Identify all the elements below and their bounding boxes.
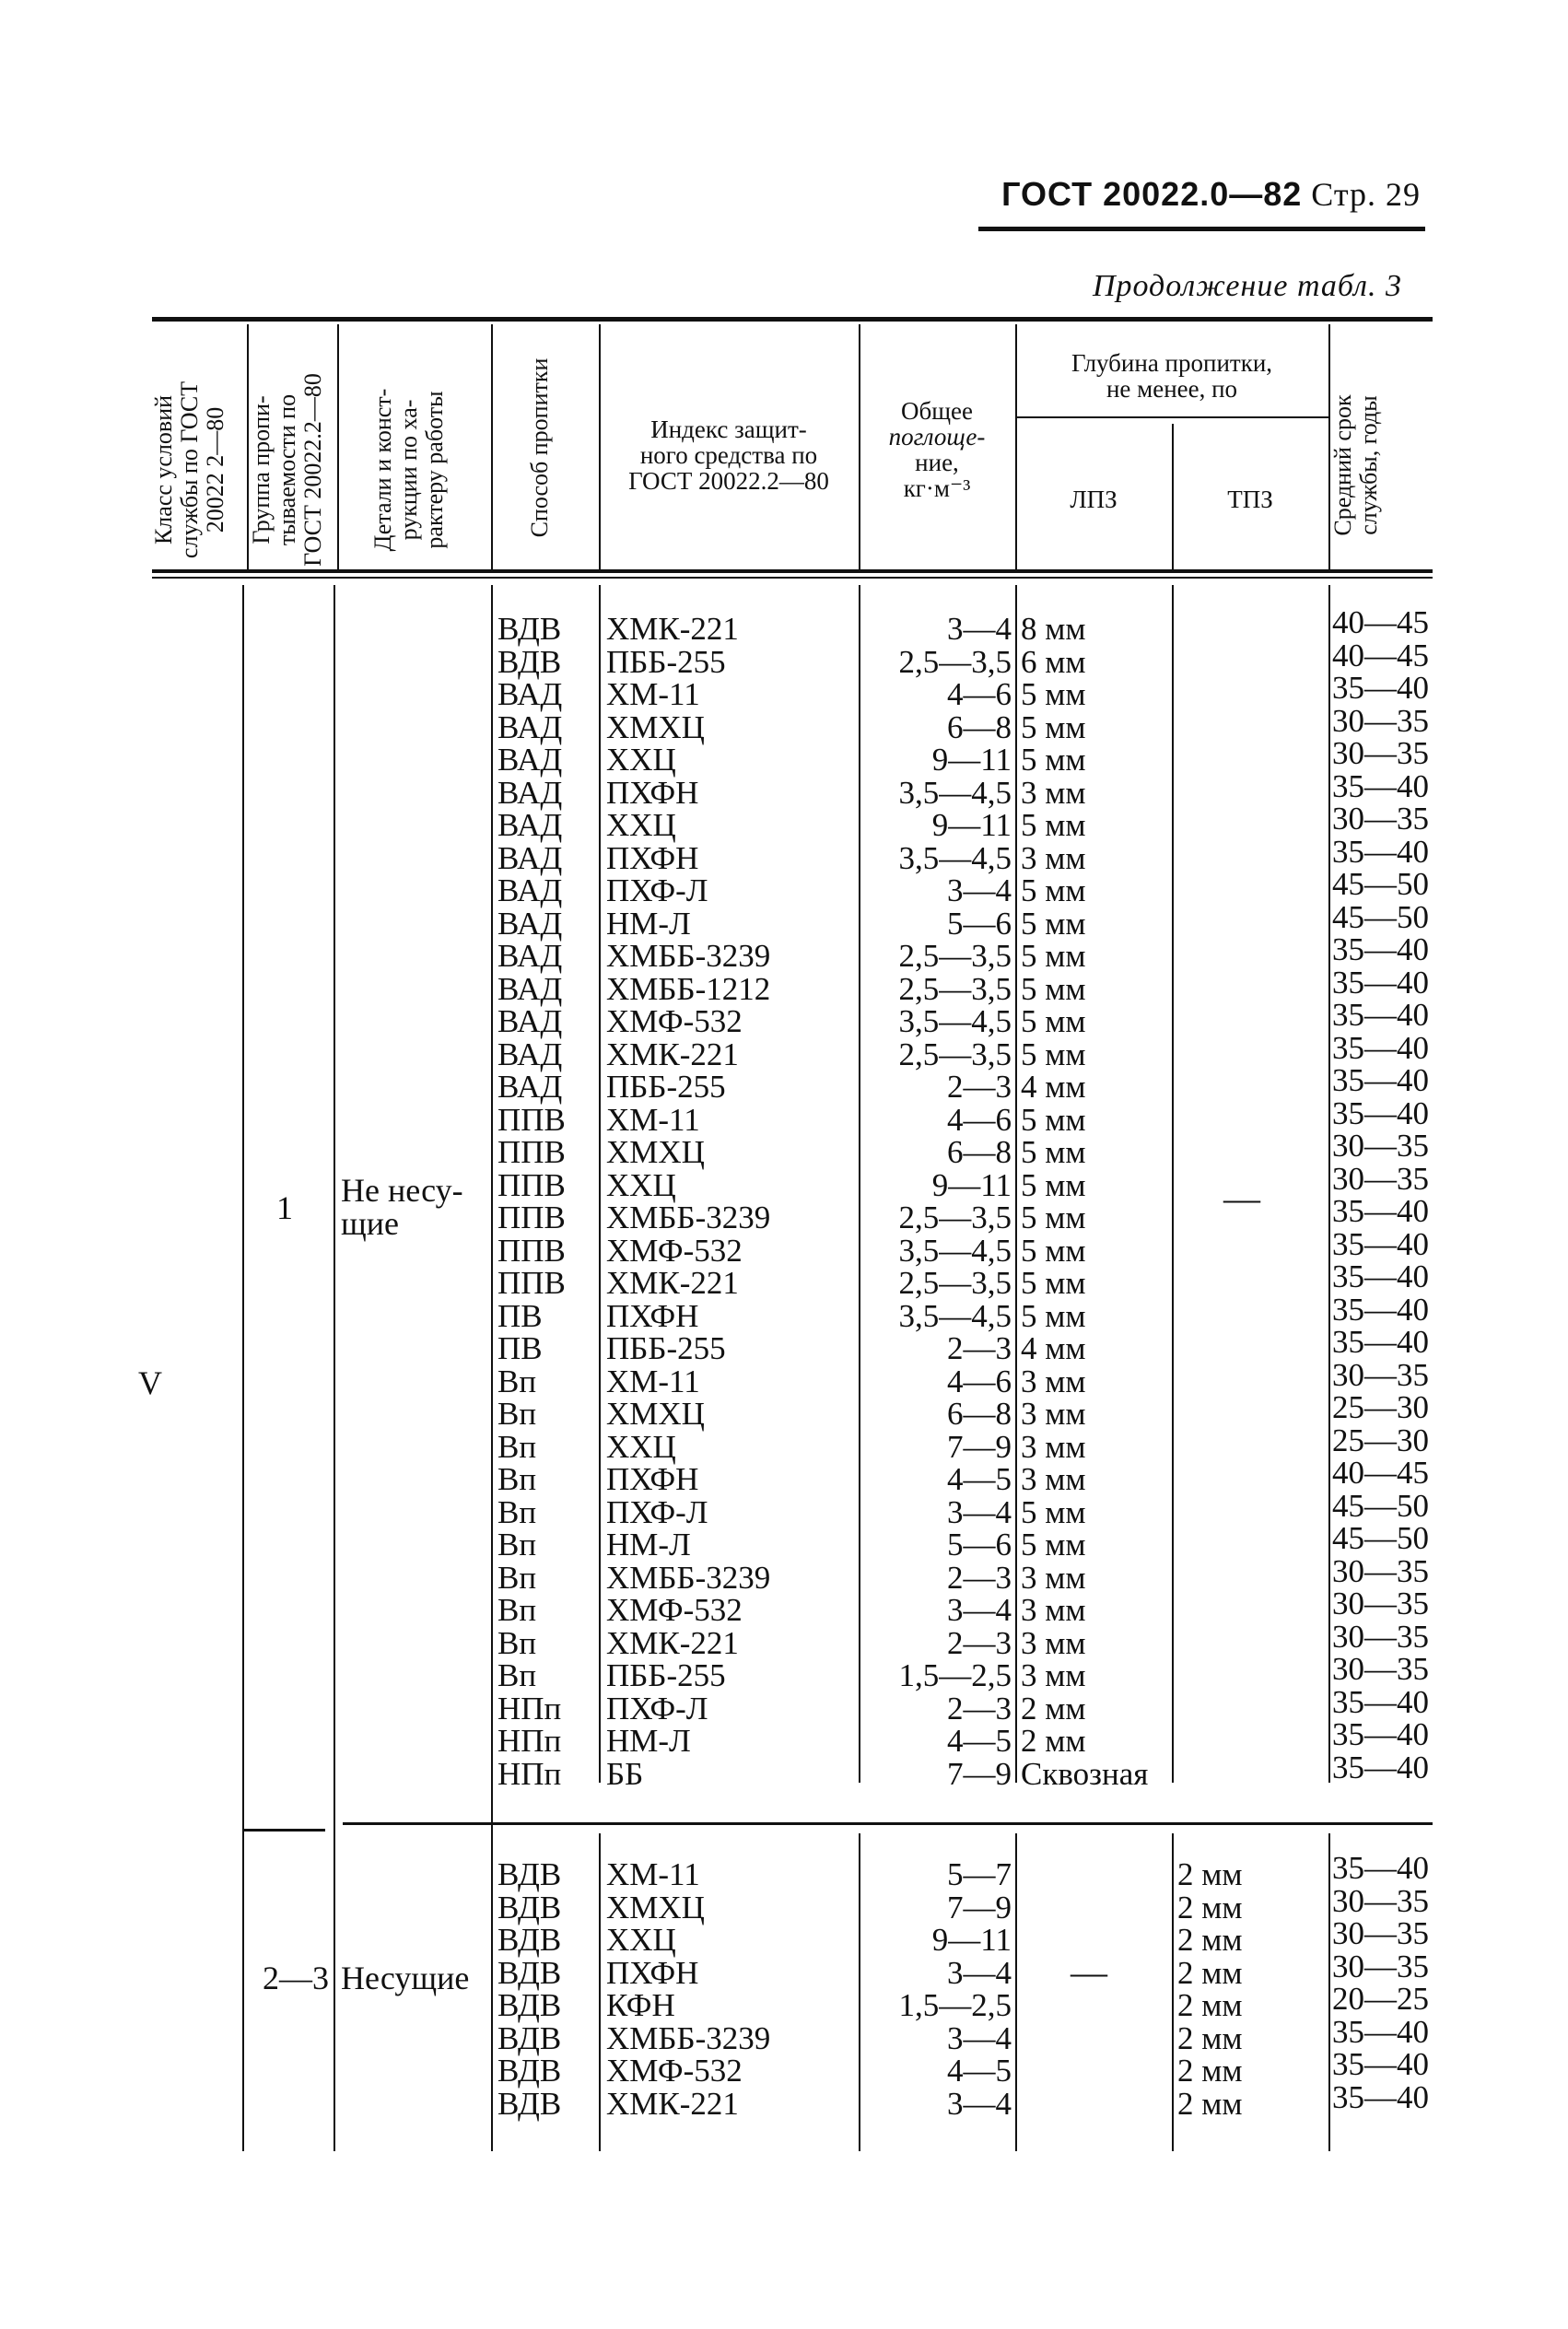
section2-lpz: — bbox=[1071, 1951, 1107, 1993]
section1-service-cell: 35—40 bbox=[1332, 833, 1429, 870]
section2-index-cell: ХМФ-532 bbox=[606, 2053, 743, 2089]
section1-method-cell: ВАД bbox=[497, 676, 563, 712]
section1-absorption-cell: 3,5—4,5 bbox=[898, 839, 1012, 876]
header-lpz: ЛПЗ bbox=[1070, 486, 1117, 513]
section1-method-cell: ВАД bbox=[497, 742, 563, 778]
section1-absorption-cell: 4—5 bbox=[947, 1461, 1012, 1497]
col-divider bbox=[491, 585, 493, 2151]
section1-service-cell: 30—35 bbox=[1332, 1128, 1429, 1164]
section2-method-cell: ВДВ bbox=[497, 1987, 562, 2023]
section1-method-cell: ВАД bbox=[497, 1003, 563, 1039]
section1-lpz-cell: 2 мм bbox=[1021, 1723, 1086, 1759]
section1-index-cell: ПХФН bbox=[606, 839, 699, 876]
section1-index-cell: ХХЦ bbox=[606, 1166, 676, 1203]
section1-lpz-cell: 5 мм bbox=[1021, 1134, 1086, 1170]
section1-absorption-cell: 9—11 bbox=[931, 1166, 1012, 1203]
section1-absorption-cell: 7—9 bbox=[947, 1755, 1012, 1792]
section1-lpz-cell: 5 мм bbox=[1021, 938, 1086, 974]
section1-lpz-cell: Сквозная bbox=[1021, 1755, 1149, 1792]
section1-service-cell: 45—50 bbox=[1332, 1520, 1429, 1556]
section1-lpz-cell: 8 мм bbox=[1021, 611, 1086, 647]
section1-index-col bbox=[606, 613, 855, 1790]
section1-absorption-cell: 2—3 bbox=[947, 1069, 1012, 1105]
section1-tpz: — bbox=[1223, 1177, 1260, 1219]
section1-service-cell: 30—35 bbox=[1332, 1586, 1429, 1621]
section2-index-cell: ХМК-221 bbox=[606, 2085, 739, 2122]
section1-service-cell: 35—40 bbox=[1332, 1225, 1429, 1262]
section1-absorption-cell: 7—9 bbox=[947, 1428, 1012, 1465]
section1-lpz-cell: 5 мм bbox=[1021, 1527, 1086, 1562]
section1-method-cell: Вп bbox=[497, 1461, 537, 1497]
section2-absorption-cell: 9—11 bbox=[931, 1922, 1012, 1958]
section1-absorption-cell: 3—4 bbox=[947, 872, 1012, 908]
col-divider bbox=[599, 1833, 601, 2151]
section1-index-cell: ХХЦ bbox=[606, 807, 676, 843]
section1-lpz-cell: 3 мм bbox=[1021, 1428, 1086, 1465]
section1-absorption-cell: 3—4 bbox=[947, 1493, 1012, 1530]
section1-service-cell: 35—40 bbox=[1332, 1062, 1429, 1098]
section1-absorption-cell: 2—3 bbox=[947, 1690, 1012, 1726]
section1-service-col bbox=[1332, 606, 1433, 1784]
section1-index-cell: ХМ-11 bbox=[606, 1363, 700, 1399]
section2-index-cell: КФН bbox=[606, 1987, 675, 2023]
section1-lpz-cell: 5 мм bbox=[1021, 708, 1086, 745]
section1-lpz-cell: 5 мм bbox=[1021, 1166, 1086, 1203]
section1-method-cell: Вп bbox=[497, 1624, 537, 1661]
section1-service-cell: 35—40 bbox=[1332, 1749, 1429, 1785]
section1-lpz-cell: 5 мм bbox=[1021, 1036, 1086, 1072]
section1-method-cell: ВДВ bbox=[497, 643, 562, 680]
section1-method-cell: ВАД bbox=[497, 1036, 563, 1072]
document-header bbox=[1001, 175, 1421, 214]
section1-index-cell: ХМХЦ bbox=[606, 708, 705, 745]
section1-index-cell: ХМК-221 bbox=[606, 611, 739, 647]
section1-lpz-cell: 5 мм bbox=[1021, 1232, 1086, 1269]
section1-index-cell: ПХФ-Л bbox=[606, 1690, 708, 1726]
table-top-rule bbox=[152, 317, 1433, 322]
section1-index-cell: ХМФ-532 bbox=[606, 1232, 743, 1269]
section1-service-cell: 35—40 bbox=[1332, 964, 1429, 1001]
section1-lpz-cell: 5 мм bbox=[1021, 1101, 1086, 1138]
section2-method-cell: ВДВ bbox=[497, 1922, 562, 1958]
section1-service-cell: 25—30 bbox=[1332, 1389, 1429, 1425]
section1-lpz-cell: 4 мм bbox=[1021, 1069, 1086, 1105]
section1-lpz-cell: 5 мм bbox=[1021, 742, 1086, 778]
col-divider bbox=[337, 324, 339, 569]
section1-method-cell: НПп bbox=[497, 1723, 562, 1759]
header-depth: Глубина пропитки, не менее, по bbox=[1071, 349, 1273, 403]
section1-lpz-cell: 4 мм bbox=[1021, 1330, 1086, 1366]
col-divider bbox=[1328, 1833, 1330, 2151]
section2-parts: Несущие bbox=[341, 1960, 470, 1996]
header-service-life: Средний срок службы, годы bbox=[1329, 394, 1382, 536]
section2-tpz-cell: 2 мм bbox=[1177, 1922, 1243, 1958]
section1-service-cell: 35—40 bbox=[1332, 1029, 1429, 1066]
section1-lpz-cell: 5 мм bbox=[1021, 807, 1086, 843]
section2-method-cell: ВДВ bbox=[497, 1954, 562, 1991]
section1-absorption-col bbox=[859, 613, 1012, 1790]
section1-index-cell: ПББ-255 bbox=[606, 643, 726, 680]
section1-index-cell: ХМХЦ bbox=[606, 1134, 705, 1170]
section1-index-cell: ХМК-221 bbox=[606, 1265, 739, 1301]
section1-lpz-cell: 3 мм bbox=[1021, 1592, 1086, 1628]
col-divider bbox=[333, 585, 335, 2151]
section2-index-cell: ХХЦ bbox=[606, 1922, 676, 1958]
section1-service-cell: 35—40 bbox=[1332, 1683, 1429, 1720]
section1-method-cell: ППВ bbox=[497, 1265, 566, 1301]
section2-tpz-cell: 2 мм bbox=[1177, 2019, 1243, 2056]
section1-service-cell: 30—35 bbox=[1332, 1552, 1429, 1589]
section1-service-cell: 40—45 bbox=[1332, 637, 1429, 673]
section2-tpz-cell: 2 мм bbox=[1177, 1954, 1243, 1991]
section1-absorption-cell: 3,5—4,5 bbox=[898, 1297, 1012, 1334]
section1-index-cell: ХМББ-3239 bbox=[606, 1200, 771, 1235]
section1-method-col bbox=[497, 613, 597, 1790]
section1-method-cell: ВАД bbox=[497, 774, 563, 811]
header-bottom-rule bbox=[152, 569, 1433, 573]
section1-index-cell: НМ-Л bbox=[606, 1723, 691, 1759]
section2-group: 2—3 bbox=[263, 1960, 329, 1996]
section1-lpz-cell: 5 мм bbox=[1021, 1200, 1086, 1235]
section1-method-cell: НПп bbox=[497, 1755, 562, 1792]
section2-service-cell: 35—40 bbox=[1332, 2013, 1429, 2050]
section1-group: 1 bbox=[276, 1189, 293, 1226]
section2-service-cell: 35—40 bbox=[1332, 2046, 1429, 2082]
section1-method-cell: Вп bbox=[497, 1527, 537, 1562]
header-bottom-rule-2 bbox=[152, 577, 1433, 579]
section2-method-cell: ВДВ bbox=[497, 2019, 562, 2056]
section1-service-cell: 35—40 bbox=[1332, 1324, 1429, 1360]
section2-tpz-cell: 2 мм bbox=[1177, 2053, 1243, 2089]
section1-service-cell: 35—40 bbox=[1332, 931, 1429, 967]
section1-index-cell: НМ-Л bbox=[606, 905, 691, 942]
section1-service-cell: 30—35 bbox=[1332, 801, 1429, 837]
section1-lpz-cell: 5 мм bbox=[1021, 676, 1086, 712]
section1-method-cell: Вп bbox=[497, 1592, 537, 1628]
section2-absorption-cell: 7—9 bbox=[947, 1889, 1012, 1925]
section1-index-cell: ПХФН bbox=[606, 1461, 699, 1497]
section1-lpz-cell: 3 мм bbox=[1021, 774, 1086, 811]
section2-service-cell: 30—35 bbox=[1332, 1915, 1429, 1951]
section1-absorption-cell: 2—3 bbox=[947, 1330, 1012, 1366]
section-separator bbox=[242, 1829, 325, 1832]
section1-absorption-cell: 2,5—3,5 bbox=[898, 970, 1012, 1007]
section2-absorption-cell: 3—4 bbox=[947, 1954, 1012, 1991]
section1-absorption-cell: 6—8 bbox=[947, 708, 1012, 745]
section1-method-cell: Вп bbox=[497, 1363, 537, 1399]
section1-method-cell: ППВ bbox=[497, 1134, 566, 1170]
section1-method-cell: Вп bbox=[497, 1396, 537, 1432]
section1-absorption-cell: 2,5—3,5 bbox=[898, 643, 1012, 680]
section1-lpz-cell: 5 мм bbox=[1021, 1003, 1086, 1039]
header-method: Способ пропитки bbox=[526, 357, 553, 538]
section-separator bbox=[343, 1822, 1433, 1825]
section1-lpz-cell: 3 мм bbox=[1021, 1396, 1086, 1432]
section2-service-cell: 35—40 bbox=[1332, 2078, 1429, 2115]
section1-absorption-cell: 4—6 bbox=[947, 1363, 1012, 1399]
section1-method-cell: ВАД bbox=[497, 1069, 563, 1105]
section1-service-cell: 45—50 bbox=[1332, 1487, 1429, 1524]
section2-absorption-col bbox=[859, 1858, 1012, 2120]
section1-method-cell: ВАД bbox=[497, 807, 563, 843]
table-continuation-caption: Продолжение табл. 3 bbox=[1092, 269, 1402, 303]
section1-lpz-cell: 3 мм bbox=[1021, 1363, 1086, 1399]
section1-lpz-cell: 3 мм bbox=[1021, 1657, 1086, 1693]
section1-absorption-cell: 2,5—3,5 bbox=[898, 1036, 1012, 1072]
section1-method-cell: ПВ bbox=[497, 1330, 543, 1366]
header-group: Группа пропи- тываемости по ГОСТ 20022.2—80 bbox=[248, 373, 326, 567]
section1-index-cell: ХМ-11 bbox=[606, 1101, 700, 1138]
section1-lpz-cell: 5 мм bbox=[1021, 872, 1086, 908]
section2-absorption-cell: 5—7 bbox=[947, 1856, 1012, 1892]
section1-lpz-cell: 5 мм bbox=[1021, 1265, 1086, 1301]
section2-tpz-cell: 2 мм bbox=[1177, 1856, 1243, 1892]
section2-tpz-col bbox=[1177, 1858, 1328, 2120]
section1-absorption-cell: 6—8 bbox=[947, 1396, 1012, 1432]
section2-tpz-cell: 2 мм bbox=[1177, 1987, 1243, 2023]
section1-service-cell: 40—45 bbox=[1332, 1455, 1429, 1491]
section1-method-cell: ППВ bbox=[497, 1232, 566, 1269]
section1-service-cell: 40—45 bbox=[1332, 604, 1429, 640]
section1-lpz-col bbox=[1021, 613, 1172, 1790]
section2-index-cell: ХМХЦ bbox=[606, 1889, 705, 1925]
section1-service-cell: 35—40 bbox=[1332, 670, 1429, 706]
class-value: V bbox=[138, 1364, 162, 1401]
section1-absorption-cell: 2—3 bbox=[947, 1624, 1012, 1661]
section2-index-col bbox=[606, 1858, 855, 2120]
section1-method-cell: ВАД bbox=[497, 970, 563, 1007]
header-index: Индекс защит- ного средства по ГОСТ 20022.2—80 bbox=[628, 415, 829, 495]
col-divider bbox=[599, 585, 601, 1783]
section1-index-cell: ХМХЦ bbox=[606, 1396, 705, 1432]
section1-service-cell: 30—35 bbox=[1332, 735, 1429, 771]
section1-index-cell: ПХФН bbox=[606, 774, 699, 811]
section1-index-cell: ХХЦ bbox=[606, 1428, 676, 1465]
section1-index-cell: ХМББ-1212 bbox=[606, 970, 771, 1007]
section2-index-cell: ХМ-11 bbox=[606, 1856, 700, 1892]
section1-method-cell: Вп bbox=[497, 1559, 537, 1596]
section1-absorption-cell: 4—6 bbox=[947, 676, 1012, 712]
section1-absorption-cell: 4—6 bbox=[947, 1101, 1012, 1138]
section1-index-cell: ПББ-255 bbox=[606, 1657, 726, 1693]
section1-absorption-cell: 2,5—3,5 bbox=[898, 1265, 1012, 1301]
section1-service-cell: 35—40 bbox=[1332, 1193, 1429, 1229]
section1-lpz-cell: 3 мм bbox=[1021, 839, 1086, 876]
section1-lpz-cell: 5 мм bbox=[1021, 970, 1086, 1007]
section1-method-cell: ПВ bbox=[497, 1297, 543, 1334]
section1-lpz-cell: 3 мм bbox=[1021, 1461, 1086, 1497]
section1-service-cell: 25—30 bbox=[1332, 1422, 1429, 1458]
section1-index-cell: ХМББ-3239 bbox=[606, 938, 771, 974]
section1-service-cell: 35—40 bbox=[1332, 767, 1429, 804]
section1-index-cell: ХМК-221 bbox=[606, 1624, 739, 1661]
section2-tpz-cell: 2 мм bbox=[1177, 2085, 1243, 2122]
section1-index-cell: ХМ-11 bbox=[606, 676, 700, 712]
section1-absorption-cell: 9—11 bbox=[931, 742, 1012, 778]
section1-index-cell: ХМК-221 bbox=[606, 1036, 739, 1072]
section2-service-cell: 30—35 bbox=[1332, 1948, 1429, 1984]
section1-index-cell: ПББ-255 bbox=[606, 1330, 726, 1366]
section1-method-cell: ВАД bbox=[497, 708, 563, 745]
section1-service-cell: 30—35 bbox=[1332, 1651, 1429, 1687]
header-rule bbox=[978, 227, 1425, 231]
section2-service-cell: 30—35 bbox=[1332, 1882, 1429, 1919]
section1-absorption-cell: 2,5—3,5 bbox=[898, 938, 1012, 974]
section1-service-cell: 35—40 bbox=[1332, 1094, 1429, 1131]
section2-method-cell: ВДВ bbox=[497, 2053, 562, 2089]
section1-absorption-cell: 3—4 bbox=[947, 611, 1012, 647]
section1-parts: Не несу- щие bbox=[341, 1172, 463, 1242]
section1-service-cell: 30—35 bbox=[1332, 1160, 1429, 1197]
section1-method-cell: ВАД bbox=[497, 839, 563, 876]
section2-service-cell: 20—25 bbox=[1332, 1981, 1429, 2017]
header-class: Класс условий службы по ГОСТ 20022 2—80 bbox=[150, 380, 228, 559]
section1-service-cell: 45—50 bbox=[1332, 898, 1429, 935]
section2-absorption-cell: 4—5 bbox=[947, 2053, 1012, 2089]
gost-number: ГОСТ 20022.0—82 bbox=[1001, 175, 1303, 213]
col-divider bbox=[1172, 1833, 1174, 2151]
section1-absorption-cell: 6—8 bbox=[947, 1134, 1012, 1170]
section1-lpz-cell: 6 мм bbox=[1021, 643, 1086, 680]
col-divider bbox=[242, 585, 244, 2151]
section1-service-cell: 35—40 bbox=[1332, 997, 1429, 1033]
section1-lpz-cell: 2 мм bbox=[1021, 1690, 1086, 1726]
section1-service-cell: 30—35 bbox=[1332, 1618, 1429, 1655]
section1-lpz-cell: 3 мм bbox=[1021, 1624, 1086, 1661]
section1-service-cell: 35—40 bbox=[1332, 1291, 1429, 1328]
section1-absorption-cell: 9—11 bbox=[931, 807, 1012, 843]
section1-service-cell: 30—35 bbox=[1332, 702, 1429, 739]
section2-absorption-cell: 3—4 bbox=[947, 2085, 1012, 2122]
section1-method-cell: ППВ bbox=[497, 1166, 566, 1203]
header-parts: Детали и конст- рукции по ха- рактеру работы bbox=[369, 388, 448, 552]
section2-method-col bbox=[497, 1858, 597, 2120]
section1-absorption-cell: 3,5—4,5 bbox=[898, 1003, 1012, 1039]
section1-index-cell: ПХФН bbox=[606, 1297, 699, 1334]
section1-method-cell: ППВ bbox=[497, 1200, 566, 1235]
section1-index-cell: ПББ-255 bbox=[606, 1069, 726, 1105]
section1-lpz-cell: 3 мм bbox=[1021, 1559, 1086, 1596]
section1-index-cell: ХМФ-532 bbox=[606, 1003, 743, 1039]
section1-service-cell: 35—40 bbox=[1332, 1716, 1429, 1752]
section1-index-cell: ББ bbox=[606, 1755, 644, 1792]
header-tpz: ТПЗ bbox=[1227, 486, 1273, 513]
section1-index-cell: ХМФ-532 bbox=[606, 1592, 743, 1628]
section1-lpz-cell: 5 мм bbox=[1021, 905, 1086, 942]
section1-method-cell: Вп bbox=[497, 1493, 537, 1530]
section1-absorption-cell: 3,5—4,5 bbox=[898, 774, 1012, 811]
section2-absorption-cell: 3—4 bbox=[947, 2019, 1012, 2056]
header-absorption: Общее поглоще- ние, кг·м⁻³ bbox=[888, 397, 986, 502]
section1-index-cell: ПХФ-Л bbox=[606, 872, 708, 908]
section1-service-cell: 45—50 bbox=[1332, 866, 1429, 902]
section1-service-cell: 35—40 bbox=[1332, 1258, 1429, 1294]
section1-index-cell: НМ-Л bbox=[606, 1527, 691, 1562]
section1-lpz-cell: 5 мм bbox=[1021, 1493, 1086, 1530]
section2-absorption-cell: 1,5—2,5 bbox=[898, 1987, 1012, 2023]
section1-absorption-cell: 5—6 bbox=[947, 1527, 1012, 1562]
section1-service-cell: 30—35 bbox=[1332, 1356, 1429, 1393]
section1-method-cell: Вп bbox=[497, 1657, 537, 1693]
section1-method-cell: НПп bbox=[497, 1690, 562, 1726]
col-divider bbox=[491, 324, 493, 569]
section1-index-cell: ХМББ-3239 bbox=[606, 1559, 771, 1596]
section2-service-cell: 35—40 bbox=[1332, 1850, 1429, 1886]
section1-index-cell: ХХЦ bbox=[606, 742, 676, 778]
section1-method-cell: ВАД bbox=[497, 872, 563, 908]
col-divider bbox=[1015, 1833, 1017, 2151]
section1-absorption-cell: 3—4 bbox=[947, 1592, 1012, 1628]
section1-method-cell: Вп bbox=[497, 1428, 537, 1465]
section1-absorption-cell: 3,5—4,5 bbox=[898, 1232, 1012, 1269]
section1-method-cell: ППВ bbox=[497, 1101, 566, 1138]
section2-service-col bbox=[1332, 1852, 1433, 2113]
col-divider bbox=[1015, 585, 1017, 1783]
section1-absorption-cell: 1,5—2,5 bbox=[898, 1657, 1012, 1693]
section2-tpz-cell: 2 мм bbox=[1177, 1889, 1243, 1925]
section1-method-cell: ВДВ bbox=[497, 611, 562, 647]
section1-method-cell: ВАД bbox=[497, 938, 563, 974]
section1-absorption-cell: 2,5—3,5 bbox=[898, 1200, 1012, 1235]
section2-index-cell: ХМББ-3239 bbox=[606, 2019, 771, 2056]
col-divider bbox=[1328, 585, 1330, 1783]
depth-subheader-rule bbox=[1015, 416, 1328, 418]
section1-absorption-cell: 2—3 bbox=[947, 1559, 1012, 1596]
section2-method-cell: ВДВ bbox=[497, 1856, 562, 1892]
section1-absorption-cell: 4—5 bbox=[947, 1723, 1012, 1759]
section1-absorption-cell: 5—6 bbox=[947, 905, 1012, 942]
col-divider bbox=[1172, 585, 1174, 1783]
section2-method-cell: ВДВ bbox=[497, 1889, 562, 1925]
page-number: Стр. 29 bbox=[1311, 176, 1421, 213]
section1-index-cell: ПХФ-Л bbox=[606, 1493, 708, 1530]
section1-method-cell: ВАД bbox=[497, 905, 563, 942]
section2-index-cell: ПХФН bbox=[606, 1954, 699, 1991]
section2-method-cell: ВДВ bbox=[497, 2085, 562, 2122]
section1-lpz-cell: 5 мм bbox=[1021, 1297, 1086, 1334]
